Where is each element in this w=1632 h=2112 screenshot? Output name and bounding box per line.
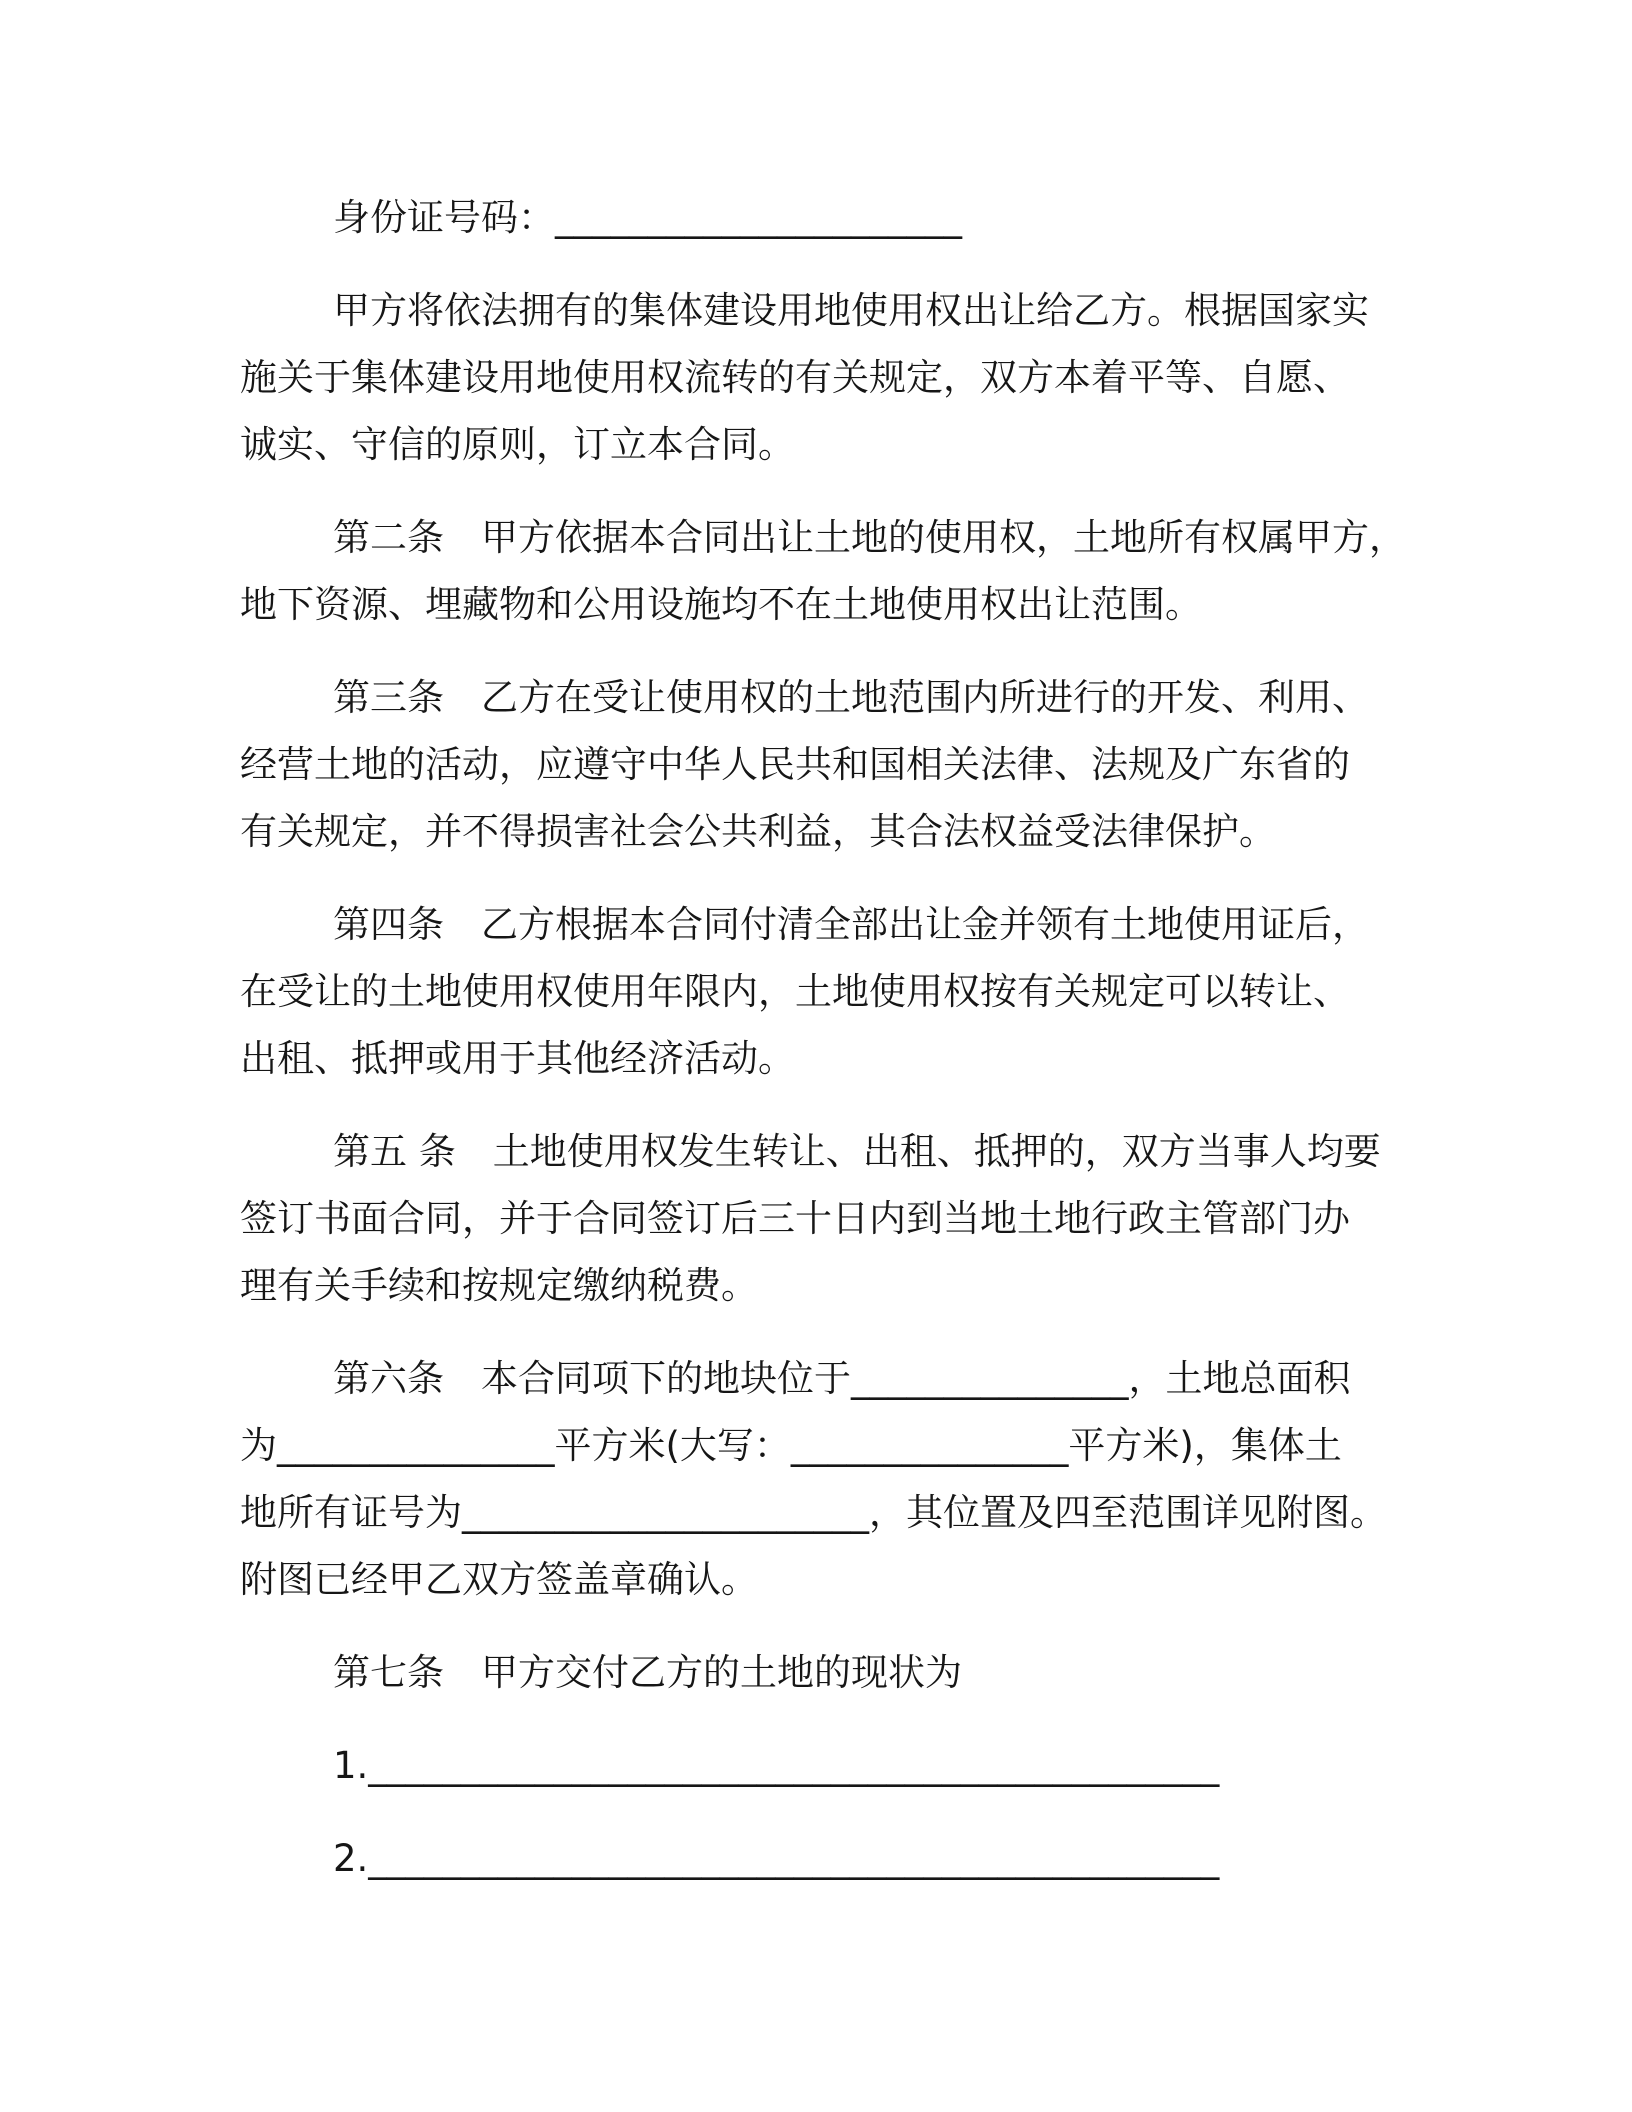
preamble-paragraph (240, 277, 1432, 478)
blank-item-line: 2.______________________________________________ (333, 1837, 1220, 1880)
text-line: 有关规定，并不得损害社会公共利益，其合法权益受法律保护。 (240, 810, 1276, 853)
text-line: 签订书面合同，并于合同签订后三十日内到当地土地行政主管部门办 (240, 1197, 1350, 1240)
article-3-paragraph (240, 664, 1432, 865)
text-line: 第六条 本合同项下的地块位于_______________，土地总面积 (333, 1357, 1351, 1400)
article-7-paragraph (240, 1639, 1432, 1706)
text-line: 出租、抵押或用于其他经济活动。 (240, 1037, 795, 1080)
text-line: 在受让的土地使用权使用年限内，土地使用权按有关规定可以转让、 (240, 970, 1350, 1013)
text-line: 诚实、守信的原则，订立本合同。 (240, 423, 795, 466)
id-number-line: 身份证号码：______________________ (333, 196, 962, 239)
text-line: 甲方将依法拥有的集体建设用地使用权出让给乙方。根据国家实 (333, 289, 1369, 332)
article-6-paragraph (240, 1345, 1432, 1613)
blank-item-line: 1.______________________________________________ (333, 1744, 1220, 1787)
text-line: 第五 条 土地使用权发生转让、出租、抵押的，双方当事人均要 (333, 1130, 1381, 1173)
text-line: 第三条 乙方在受让使用权的土地范围内所进行的开发、利用、 (333, 676, 1369, 719)
text-line: 第二条 甲方依据本合同出让土地的使用权，土地所有权属甲方， (333, 516, 1406, 559)
text-line: 施关于集体建设用地使用权流转的有关规定，双方本着平等、自愿、 (240, 356, 1350, 399)
text-line: 理有关手续和按规定缴纳税费。 (240, 1264, 758, 1307)
text-line: 第四条 乙方根据本合同付清全部出让金并领有土地使用证后， (333, 903, 1369, 946)
text-line: 为_______________平方米(大写：_______________平方米)，集体土 (240, 1424, 1342, 1467)
text-line: 地下资源、埋藏物和公用设施均不在土地使用权出让范围。 (240, 583, 1202, 626)
text-line: 附图已经甲乙双方签盖章确认。 (240, 1558, 758, 1601)
id-number-paragraph (240, 184, 1432, 251)
text-line: 地所有证号为______________________，其位置及四至范围详见附图。 (240, 1491, 1387, 1534)
article-4-paragraph (240, 891, 1432, 1092)
article-5-paragraph (240, 1118, 1432, 1319)
article-2-paragraph (240, 504, 1432, 638)
land-status-item-2 (240, 1825, 1432, 1892)
text-line: 经营土地的活动，应遵守中华人民共和国相关法律、法规及广东省的 (240, 743, 1350, 786)
text-line: 第七条 甲方交付乙方的土地的现状为 (333, 1651, 962, 1694)
land-status-item-1 (240, 1732, 1432, 1799)
